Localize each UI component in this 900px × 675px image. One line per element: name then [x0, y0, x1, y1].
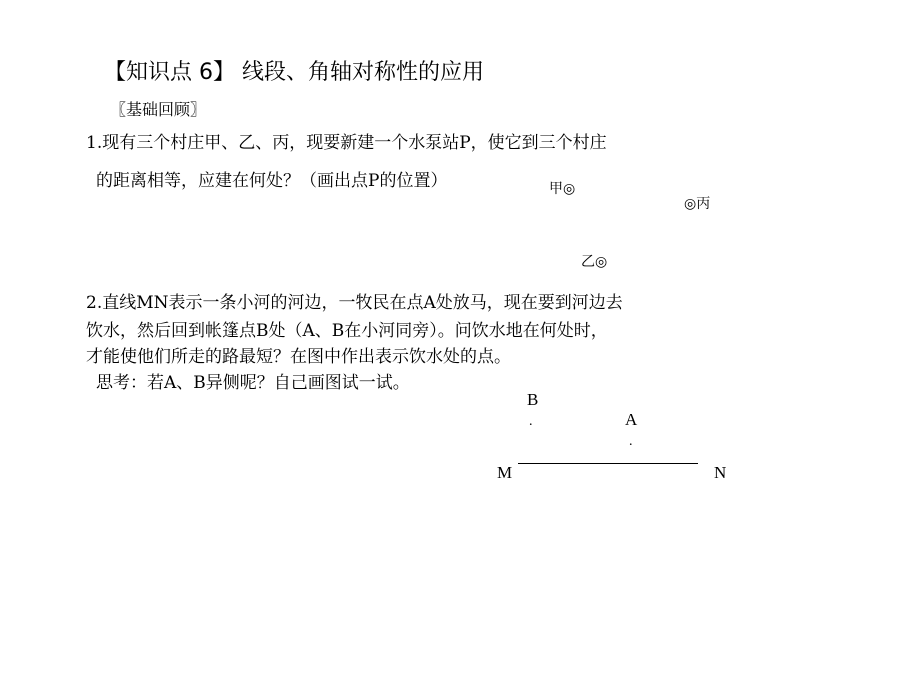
village-jia-marker: 甲◎ [549, 181, 576, 197]
section-label: 〖基础回顾〗 [110, 100, 207, 119]
thinking-prompt: 思考：若A、B异侧呢？自己画图试一试。 [96, 373, 410, 393]
question-1-line-2: 的距离相等，应建在何处？（画出点P的位置） [96, 171, 448, 191]
question-1-line-1: 1.现有三个村庄甲、乙、丙，现要新建一个水泵站P，使它到三个村庄 [86, 133, 607, 153]
village-bing-marker: ◎丙 [684, 196, 711, 212]
question-2-line-2: 饮水，然后回到帐篷点B处（A、B在小河同旁）。问饮水地在何处时， [86, 321, 608, 341]
point-b-dot: . [529, 414, 533, 429]
village-yi-marker: 乙◎ [581, 254, 608, 270]
question-2-line-1: 2.直线MN表示一条小河的河边，一牧民在点A处放马，现在要到河边去 [86, 293, 623, 313]
point-m-label: M [497, 463, 513, 482]
question-2-line-3: 才能使他们所走的路最短？在图中作出表示饮水处的点。 [86, 347, 511, 367]
page-title: 【知识点 6】 线段、角轴对称性的应用 [104, 60, 484, 85]
point-n-label: N [714, 463, 727, 482]
point-a-label: A [625, 410, 638, 429]
point-b-label: B [527, 390, 539, 409]
river-line-mn [518, 463, 698, 464]
point-a-dot: . [629, 434, 633, 449]
